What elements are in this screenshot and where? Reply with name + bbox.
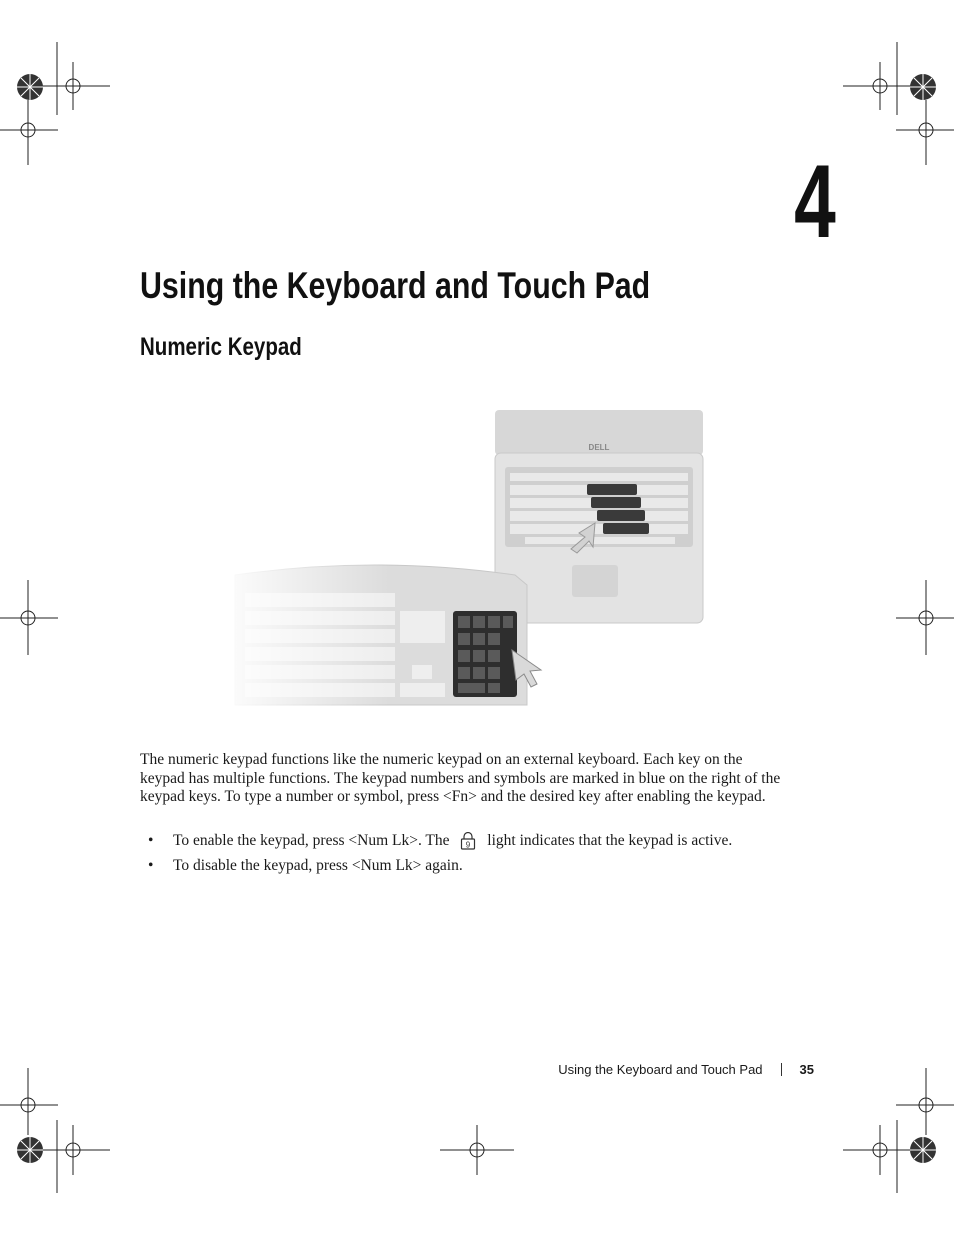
footer-divider [781,1063,782,1076]
num-lock-icon-digit: 9 [466,840,471,850]
bullet-text-before-icon: To enable the keypad, press <Num Lk>. The [173,832,450,849]
keypad-illustration [215,405,715,715]
list-item [140,857,790,876]
page-footer [558,1062,814,1077]
running-title: Using the Keyboard and Touch Pad [558,1062,763,1077]
list-item [140,832,790,851]
bullet-text-after-icon: light indicates that the keypad is active. [487,832,733,849]
chapter-number: 4 [794,144,836,260]
page-number: 35 [799,1062,814,1077]
num-lock-icon [457,832,479,850]
chapter-title: Using the Keyboard and Touch Pad [140,265,651,306]
bullet-symbol: • [148,856,154,874]
bullet-list [140,832,790,881]
body-paragraph: The numeric keypad functions like the numeric keypad on an external keyboard. Each key on the keypad has multiple functions. The keypad numbers and symbols are marked in blue on the right of the keypad keys. To type a number or symbol, press <Fn> and the desired key after enabling the keypad. [140,751,781,806]
section-heading: Numeric Keypad [140,333,302,361]
bullet-text: To disable the keypad, press <Num Lk> again. [173,856,463,874]
bullet-symbol: • [148,832,154,849]
